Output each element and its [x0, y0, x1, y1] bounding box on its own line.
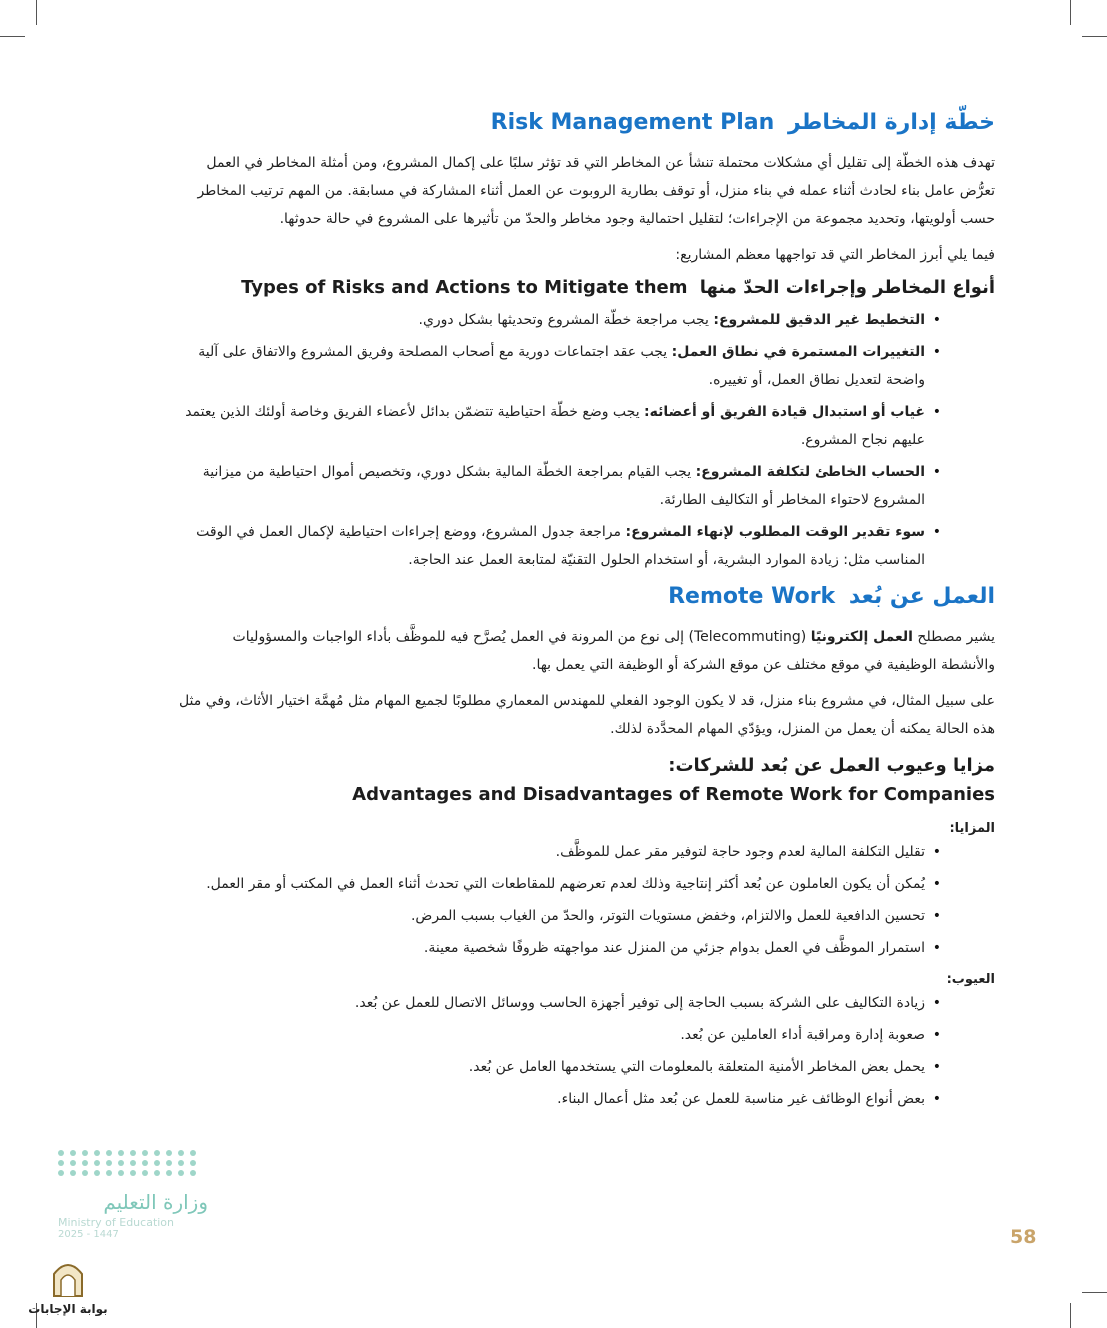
list-item: • يُمكن أن يكون العاملون عن بُعد أكثر إنتاجية وذلك لعدم تعرضهم للمقاطعات التي تحدث أثناء العمل في المكتب أو مقر العمل.: [175, 870, 925, 898]
crop-mark: [36, 0, 37, 25]
heading-ar: أنواع المخاطر وإجراءات الحدّ منها: [699, 277, 995, 298]
disadvantages-label: العيوب:: [946, 972, 995, 987]
heading-ar: العمل عن بُعد: [848, 584, 995, 609]
risk-list: [175, 306, 995, 574]
ministry-name-en: Ministry of Education: [58, 1216, 175, 1229]
list-item: • التخطيط غير الدقيق للمشروع: يجب مراجعة خطّة المشروع وتحديثها بشكل دوري.: [175, 306, 925, 334]
list-item: • سوء تقدير الوقت المطلوب لإنهاء المشروع: مراجعة جدول المشروع، ووضع إجراءات احتياطية لإكمال العمل في الوقت المناسب مثل: زيادة الموارد البشرية، أو استخدام الحلول التقنيّة لمتابعة العمل عند الحاجة.: [175, 518, 925, 574]
heading-en: Types of Risks and Actions to Mitigate them: [241, 277, 688, 298]
crop-mark: [1082, 36, 1107, 37]
ministry-year: 2025 - 1447: [58, 1229, 119, 1240]
ministry-name-ar: وزارة التعليم: [103, 1190, 208, 1214]
remote-work-p2: على سبيل المثال، في مشروع بناء منزل، قد لا يكون الوجود الفعلي للمهندس المعماري مطلوبًا لجميع المهام مثل مُهمَّة اختيار الأثاث، وفي مثل هذه الحالة يمكنه أن يعمل من المنزل، ويؤدّي المهام المحدَّدة لذلك.: [178, 693, 995, 737]
advantages-list: [175, 838, 995, 962]
list-item: • تحسين الدافعية للعمل والالتزام، وخفض مستويات التوتر، والحدّ من الغياب بسبب المرض.: [175, 902, 925, 930]
list-item: • صعوبة إدارة ومراقبة أداء العاملين عن بُعد.: [175, 1021, 925, 1049]
adv-disadv-heading-en: Advantages and Disadvantages of Remote Work for Companies: [352, 784, 995, 805]
remote-work-heading: [175, 584, 995, 609]
list-item: • غياب أو استبدال قيادة الفريق أو أعضائه: يجب وضع خطّة احتياطية تتضمّن بدائل لأعضاء الفريق وخاصة أولئك الذين يعتمد عليهم نجاح المشروع.: [175, 398, 925, 454]
disadvantages-list: [175, 989, 995, 1113]
adv-disadv-heading: مزايا وعيوب العمل عن بُعد للشركات:: [668, 755, 995, 776]
crop-mark: [0, 36, 25, 37]
list-item: • يحمل بعض المخاطر الأمنية المتعلقة بالمعلومات التي يستخدمها العامل عن بُعد.: [175, 1053, 925, 1081]
crop-mark: [1082, 1292, 1107, 1293]
remote-work-p1: يشير مصطلح العمل إلكترونيًا (Telecommuting) إلى نوع من المرونة في العمل يُصرَّح فيه للموظَّف بأداء الواجبات والمسؤوليات والأنشطة الوظيفية في موقع مختلف عن موقع الشركة أو الوظيفة التي يعمل بها.: [232, 629, 995, 673]
heading-ar: خطّة إدارة المخاطر: [787, 110, 995, 135]
gate-icon: [48, 1258, 88, 1298]
page-number: 58: [1010, 1226, 1037, 1248]
risk-plan-intro: تهدف هذه الخطّة إلى تقليل أي مشكلات محتملة تنشأ عن المخاطر التي قد تؤثر سلبًا على إكمال المشروع، ومن أمثلة المخاطر في العمل تعرُّض عامل بناء لحادث أثناء عمله في بناء منزل، أو توقف بطارية الروبوت عن العمل أثناء المشاركة في مسابقة. من المهم ترتيب المخاطر حسب أولويتها، وتحديد مجموعة من الإجراءات؛ لتقليل احتمالية وجود مخاطر والحدّ من تأثيرها على المشروع في حالة حدوثها.: [197, 155, 995, 227]
list-item: • زيادة التكاليف على الشركة بسبب الحاجة إلى توفير أجهزة الحاسب ووسائل الاتصال للعمل عن بُعد.: [175, 989, 925, 1017]
risk-plan-heading: [175, 110, 995, 135]
list-item: • بعض أنواع الوظائف غير مناسبة للعمل عن بُعد مثل أعمال البناء.: [175, 1085, 925, 1113]
advantages-label: المزايا:: [949, 821, 995, 836]
list-item: • استمرار الموظَّف في العمل بدوام جزئي من المنزل عند مواجهته ظروفًا شخصية معينة.: [175, 934, 925, 962]
risk-types-heading: [175, 277, 995, 298]
heading-en: Remote Work: [668, 584, 836, 609]
watermark: [28, 1258, 108, 1316]
ministry-dots-icon: [58, 1150, 198, 1176]
crop-mark: [1070, 0, 1071, 25]
ministry-logo: [58, 1150, 208, 1240]
watermark-text: بوابة الإجابات: [28, 1302, 108, 1316]
page-content: [175, 110, 995, 1123]
risk-plan-lead: فيما يلي أبرز المخاطر التي قد تواجهها معظم المشاريع:: [675, 247, 995, 263]
crop-mark: [1070, 1303, 1071, 1328]
list-item: • تقليل التكلفة المالية لعدم وجود حاجة لتوفير مقر عمل للموظَّف.: [175, 838, 925, 866]
list-item: • الحساب الخاطئ لتكلفة المشروع: يجب القيام بمراجعة الخطّة المالية بشكل دوري، وتخصيص أموال احتياطية من ميزانية المشروع لاحتواء المخاطر أو التكاليف الطارئة.: [175, 458, 925, 514]
heading-en: Risk Management Plan: [490, 110, 775, 135]
list-item: • التغييرات المستمرة في نطاق العمل: يجب عقد اجتماعات دورية مع أصحاب المصلحة وفريق المشروع والاتفاق على آلية واضحة لتعديل نطاق العمل، أو تغييره.: [175, 338, 925, 394]
